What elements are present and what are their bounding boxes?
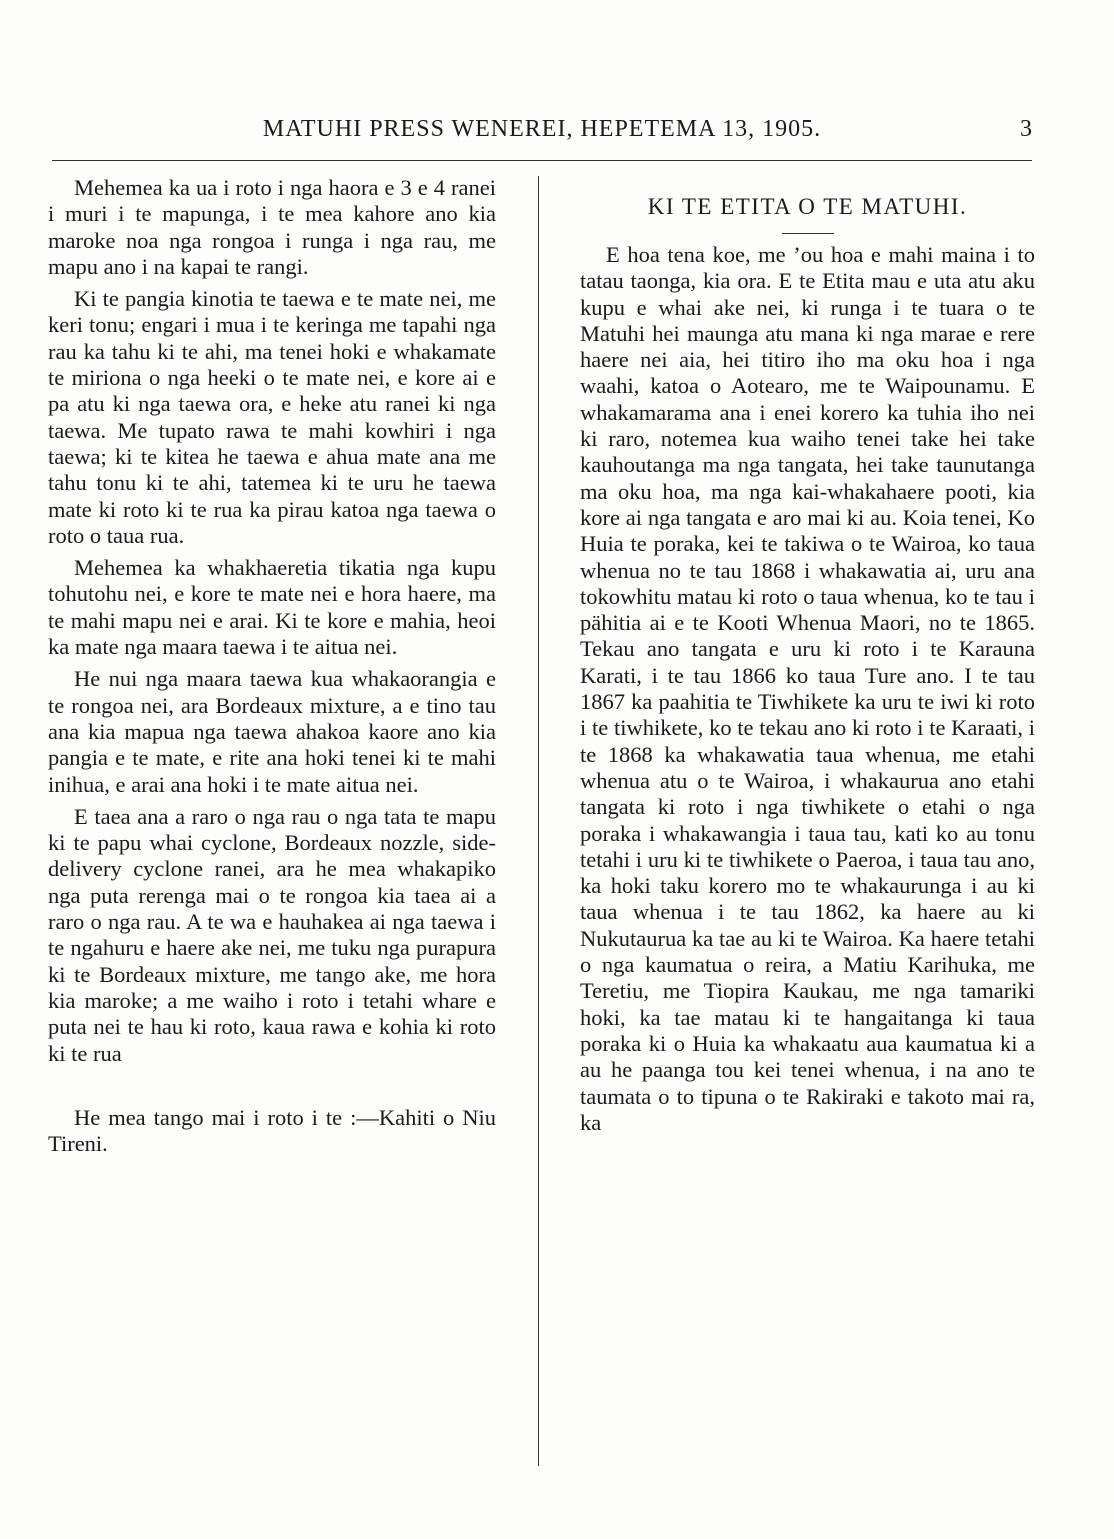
newspaper-masthead: MATUHI PRESS WENEREI, HEPETEMA 13, 1905. bbox=[262, 116, 822, 142]
left-column bbox=[48, 175, 496, 1163]
page-header bbox=[52, 112, 1032, 152]
article-paragraph: Mehemea ka whakhaeretia tikatia nga kupu tohutohu nei, e kore te mate nei e hora haere, ma te mahi mapu nei e arai. Ki te kore e mahia, heoi ka mate nga maara taewa i te aitua nei. bbox=[48, 555, 496, 660]
right-column bbox=[580, 175, 1035, 1136]
page-number: 3 bbox=[1020, 116, 1032, 142]
letter-body: E hoa tena koe, me ’ou hoa e mahi maina i to tatau taonga, kia ora. E te Etita mau e uta atu aku kupu e whai ake nei, ki runga i te tuara o te Matuhi hei maunga atu mana ki nga marae e rere haere nei aia, hei titiro iho ma oku hoa i nga waahi, katoa o Aotearo, me te Waipounamu. E whakamarama ana i enei korero ka tuhia iho nei ki raro, notemea kua waiho tenei take hei take kauhoutanga ma nga tangata, hei take taunutanga ma oku hoa, ma nga kai-whakahaere pooti, kia kore ai nga tangata e aro mai ki au. Koia tenei, Ko Huia te poraka, kei te takiwa o te Wairoa, ko taua whenua no te tau 1868 i whakawatia ai, uru ana tokowhitu matau ki roto o taua whenua, ko te tau i pähitia ai e te Kooti Whenua Maori, no te 1865. Tekau ano tangata e uru ki roto i te Karauna Karati, i te tau 1866 ko taua Ture ano. I te tau 1867 ka paahitia te Tiwhikete ka uru te iwi ki roto i te tiwhikete, ko te tekau ano ki roto i te Karaati, i te 1868 ka whakawatia taua whenua, me etahi whenua atu o te Wairoa, i whakaurua ano etahi tangata ki roto i nga tiwhikete o etahi o nga poraka i whakawangia i taua tau, kati ko au tonu tetahi i uru ki te tiwhikete o Paeroa, i taua tau ano, ka hoki taku korero mo te whakaurunga i au ki taua whenua i te tau 1862, ka haere au ki Nukutaurua ka tae au ki te Wairoa. Ka haere tetahi o nga kaumatua o reira, a Matiu Karihuka, me Teretiu, me Tiopira Kaukau, me nga tamariki hoki, ka tae matau ki te hangaitanga ki taua poraka ki o Huia ka whakaatu aua kaumatua ki a au he paanga tou kei tenei whenua, i na ano te taumata o to tipuna o te Rakiraki e takoto mai ra, ka bbox=[580, 242, 1035, 1135]
letter-heading: KI TE ETITA O TE MATUHI. bbox=[647, 194, 968, 219]
source-note: He mea tango mai i roto i te :—Kahiti o Niu Tireni. bbox=[48, 1104, 496, 1157]
article-paragraph: E taea ana a raro o nga rau o nga tata te mapu ki te papu whai cyclone, Bordeaux nozzle, side-delivery cyclone ranei, ara he mea whakapiko nga puta rerenga mai o te rongoa kia taea ai a raro o nga rau. A te wa e hauhakea ai nga taewa i te ngahuru e haere ake nei, me tuku nga purapura ki te Bordeaux mixture, me tango ake, me hora kia maroke; a me waiho i roto i tetahi whare e puta nei te hau ki roto, kaua rawa e kohia ki roto ki te rua bbox=[48, 803, 496, 1066]
article-paragraph: Mehemea ka ua i roto i nga haora e 3 e 4 ranei i muri i te mapunga, i te mea kahore ano kia maroke noa nga rongoa i runga i nga rau, me mapu ano i na kapai te rangi. bbox=[48, 175, 496, 279]
heading-rule bbox=[782, 233, 834, 234]
article-paragraph: He nui nga maara taewa kua whakaorangia e te rongoa nei, ara Bordeaux mixture, a e tino tau ana kia mapua nga taewa ahakoa kaore ano kia pangia e te mate, e rite ana hoki tenei ki te mahi inihua, e arai ana hoki i te mate aitua nei. bbox=[48, 666, 496, 797]
header-rule bbox=[52, 160, 1032, 161]
article-paragraph: Ki te pangia kinotia te taewa e te mate nei, me keri tonu; engari i mua i te keringa me tapahi nga rau ka tahu ki te ahi, ma tenei hoki e whakamate te miriona o nga heeki o te mate nei, e kore ai e pa atu ki nga taewa ora, e heke atu ranei ki nga taewa. Me tupato rawa te mahi kowhiri i nga taewa; ki te kitea he taewa e ahua mate ana me tahu tonu ki te ahi, tatemea ki te uru he taewa mate ki roto ki te rua ka pirau katoa nga taewa o roto o taua rua. bbox=[48, 286, 496, 548]
column-divider bbox=[538, 176, 539, 1466]
